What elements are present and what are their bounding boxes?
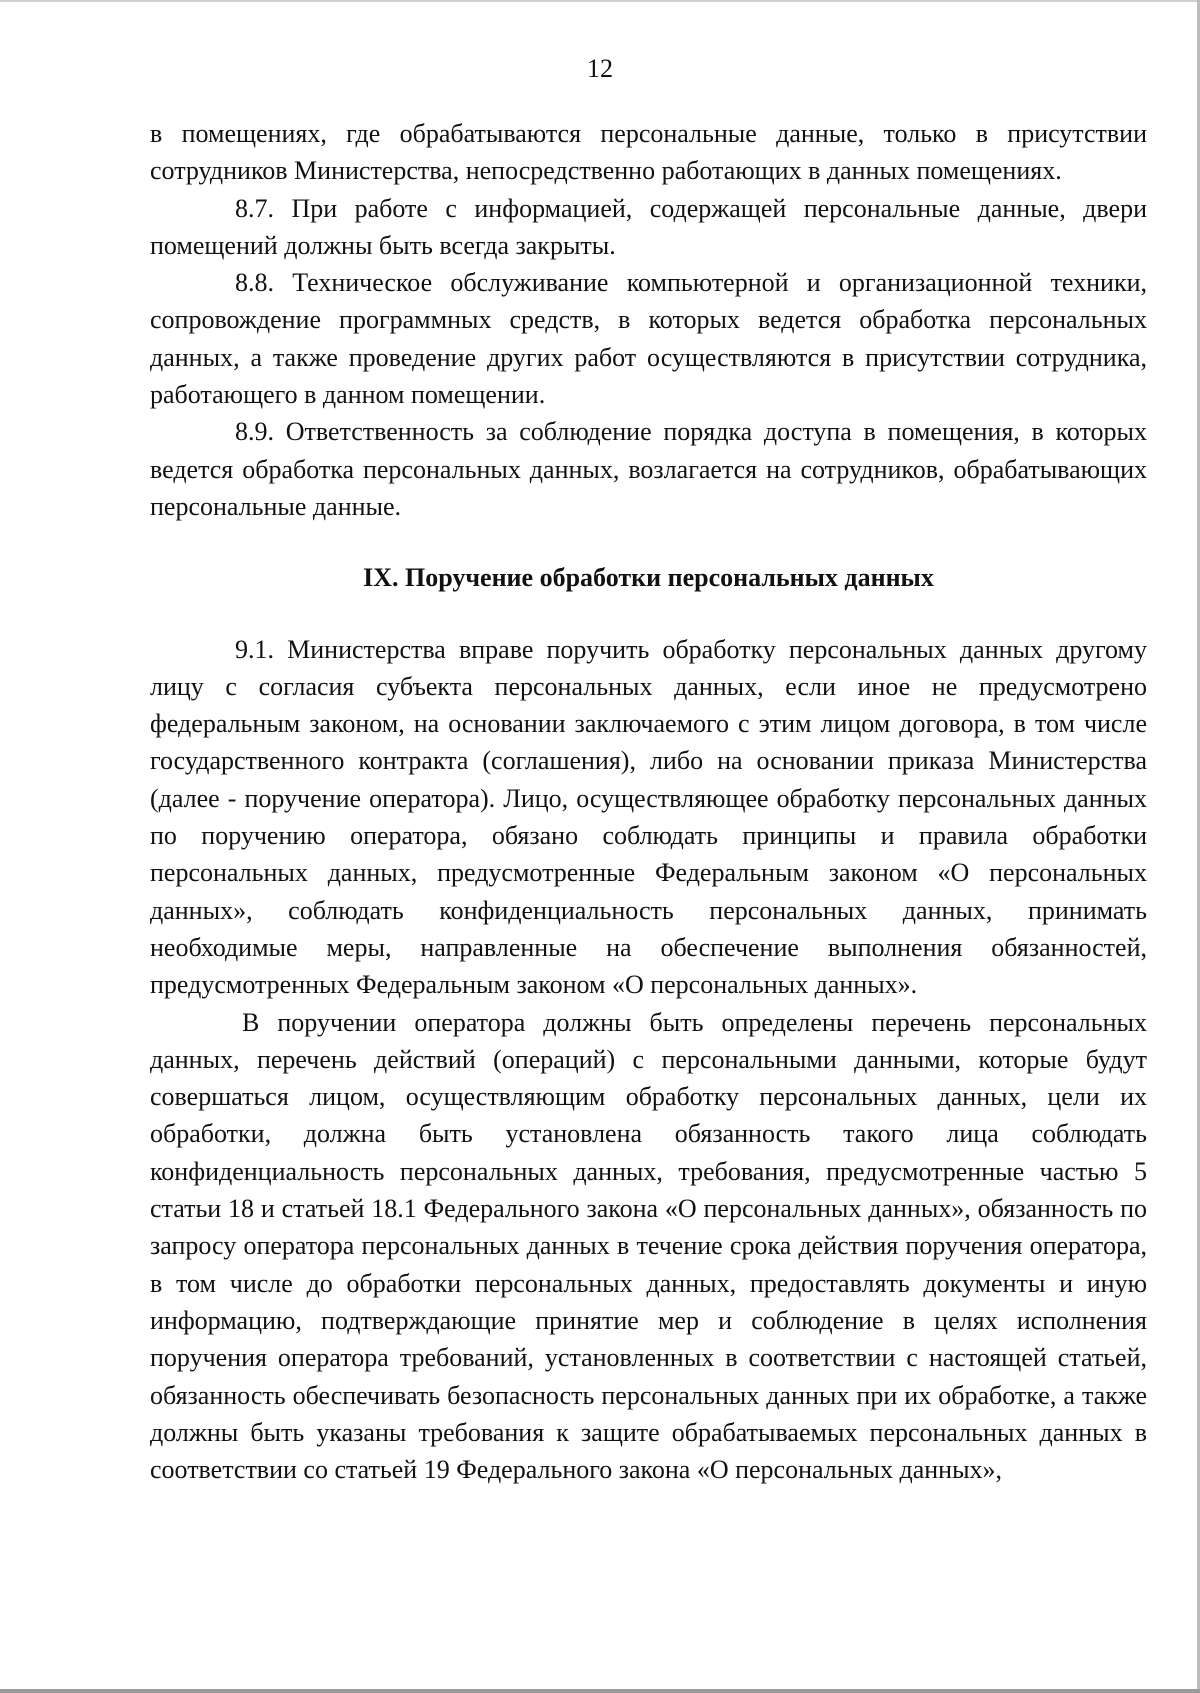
- paragraph-9-1-continuation: В поручении оператора должны быть определены перечень персональных данных, перечень действий (операций) с персональными данными, которые будут совершаться лицом, осуществляющим обработку персональных данных, цели их обработки, должна быть установлена обязанность такого лица соблюдать конфиденциальность персональных данных, требования, предусмотренные частью 5 статьи 18 и статьей 18.1 Федерального закона «О персональных данных», обязанность по запросу оператора персональных данных в течение срока действия поручения оператора, в том числе до обработки персональных данных, предоставлять документы и иную информацию, подтверждающие принятие мер и соблюдение в целях исполнения поручения оператора требований, установленных в соответствии с настоящей статьей, обязанность обеспечивать безопасность персональных данных при их обработке, а также должны быть указаны требования к защите обрабатываемых персональных данных в соответствии со статьей 19 Федерального закона «О персональных данных»,: [150, 1007, 1147, 1485]
- scan-edge-top: [0, 0, 1200, 2]
- paragraph-8-9: 8.9. Ответственность за соблюдение порядка доступа в помещения, в которых ведется обработка персональных данных, возлагается на сотрудников, обрабатывающих персональные данные.: [150, 417, 1147, 521]
- paragraph-8-7: 8.7. При работе с информацией, содержащей персональные данные, двери помещений должны быть всегда закрыты.: [150, 193, 1147, 260]
- paragraph-continuation: в помещениях, где обрабатываются персональные данные, только в присутствии сотрудников Министерства, непосредственно работающих в данных помещениях.: [150, 119, 1147, 186]
- section-heading: IX. Поручение обработки персональных данных: [363, 563, 934, 593]
- page-number: 12: [587, 54, 613, 83]
- paragraph-8-8: 8.8. Техническое обслуживание компьютерной и организационной техники, сопровождение программных средств, в которых ведется обработка персональных данных, а также проведение других работ осуществляются в присутствии сотрудника, работающего в данном помещении.: [150, 268, 1147, 410]
- scan-edge-bottom: [0, 1689, 1200, 1693]
- paragraph-9-1: 9.1. Министерства вправе поручить обработку персональных данных другому лицу с согласия субъекта персональных данных, если иное не предусмотрено федеральным законом, на основании заключаемого с этим лицом договора, в том числе государственного контракта (соглашения), либо на основании приказа Министерства (далее - поручение оператора). Лицо, осуществляющее обработку персональных данных по поручению оператора, обязано соблюдать принципы и правила обработки персональных данных, предусмотренные Федеральным законом «О персональных данных», соблюдать конфиденциальность персональных данных, принимать необходимые меры, направленные на обеспечение выполнения обязанностей, предусмотренных Федеральным законом «О персональных данных».: [150, 634, 1147, 1000]
- document-body: [150, 115, 1147, 1488]
